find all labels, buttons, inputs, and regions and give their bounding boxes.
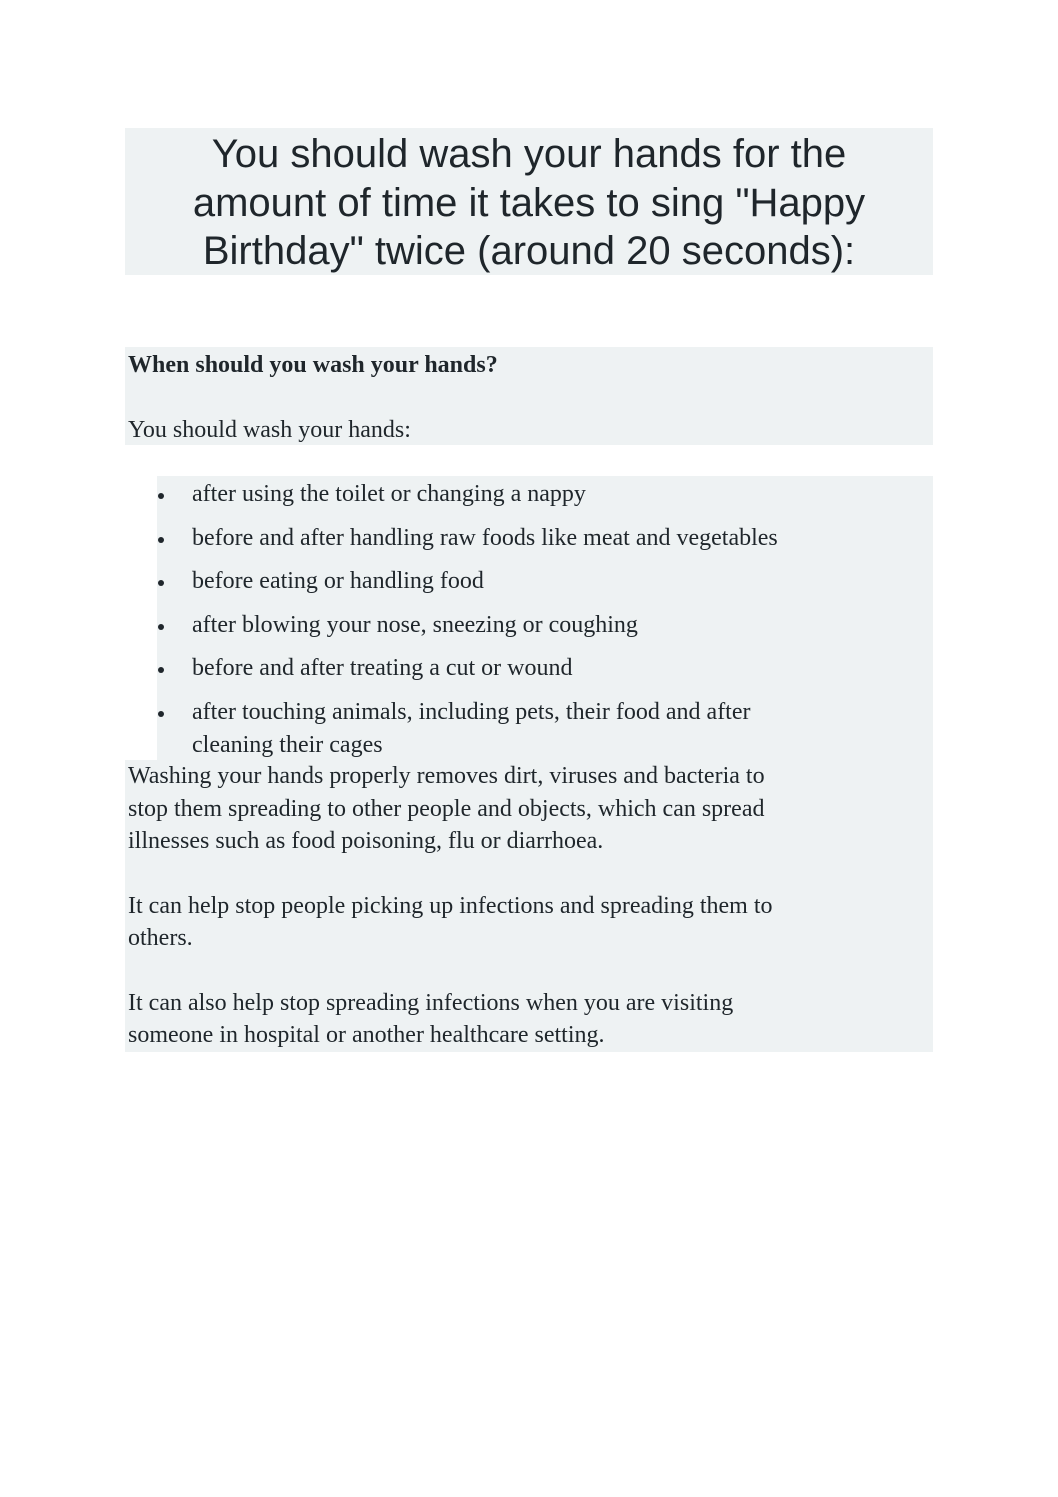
list-item bbox=[157, 696, 933, 762]
when-to-wash-list-section bbox=[157, 476, 933, 760]
intro-lead-text: You should wash your hands: bbox=[128, 417, 411, 443]
title-line: amount of time it takes to sing "Happy bbox=[192, 180, 866, 225]
paragraph-line: It can also help stop spreading infections when you are visiting bbox=[128, 989, 734, 1016]
list-item bbox=[157, 522, 933, 555]
list-item-text: after using the toilet or changing a nappy bbox=[192, 481, 586, 507]
body-section bbox=[125, 760, 933, 1052]
paragraph-line: stop them spreading to other people and objects, which can spread bbox=[128, 795, 765, 822]
paragraph-line: It can help stop people picking up infections and spreading them to bbox=[128, 892, 773, 919]
body-paragraph bbox=[125, 890, 933, 955]
paragraph-line: Washing your hands properly removes dirt, viruses and bacteria to bbox=[128, 763, 765, 789]
list-item-text: before and after treating a cut or wound bbox=[192, 655, 573, 681]
page-title bbox=[125, 128, 933, 276]
list-item bbox=[157, 652, 933, 685]
body-paragraph bbox=[125, 987, 933, 1052]
list-item-text: before and after handling raw foods like meat and vegetables bbox=[192, 524, 778, 551]
list-item bbox=[157, 609, 933, 642]
list-item-text: after touching animals, including pets, their food and after bbox=[192, 698, 751, 725]
list-item-text: cleaning their cages bbox=[192, 731, 383, 758]
paragraph-line: others. bbox=[128, 925, 193, 951]
bullet-icon bbox=[158, 580, 164, 586]
list-item-text: before eating or handling food bbox=[192, 568, 484, 594]
paragraph-line: someone in hospital or another healthcare setting. bbox=[128, 1022, 605, 1048]
when-to-wash-list bbox=[157, 478, 933, 772]
title-section bbox=[125, 128, 933, 275]
bullet-icon bbox=[158, 624, 164, 630]
bullet-icon bbox=[158, 537, 164, 543]
body-paragraph bbox=[125, 760, 933, 858]
title-line: Birthday" twice (around 20 seconds): bbox=[202, 229, 856, 273]
bullet-icon bbox=[158, 667, 164, 673]
bullet-icon bbox=[158, 493, 164, 499]
title-line: You should wash your hands for the bbox=[211, 132, 847, 176]
bullet-icon bbox=[158, 711, 164, 717]
list-item-text: after blowing your nose, sneezing or coughing bbox=[192, 611, 638, 638]
section-heading: When should you wash your hands? bbox=[128, 352, 498, 378]
intro-section bbox=[125, 347, 933, 445]
list-item bbox=[157, 478, 933, 511]
paragraph-line: illnesses such as food poisoning, flu or diarrhoea. bbox=[128, 828, 604, 854]
list-item bbox=[157, 565, 933, 598]
